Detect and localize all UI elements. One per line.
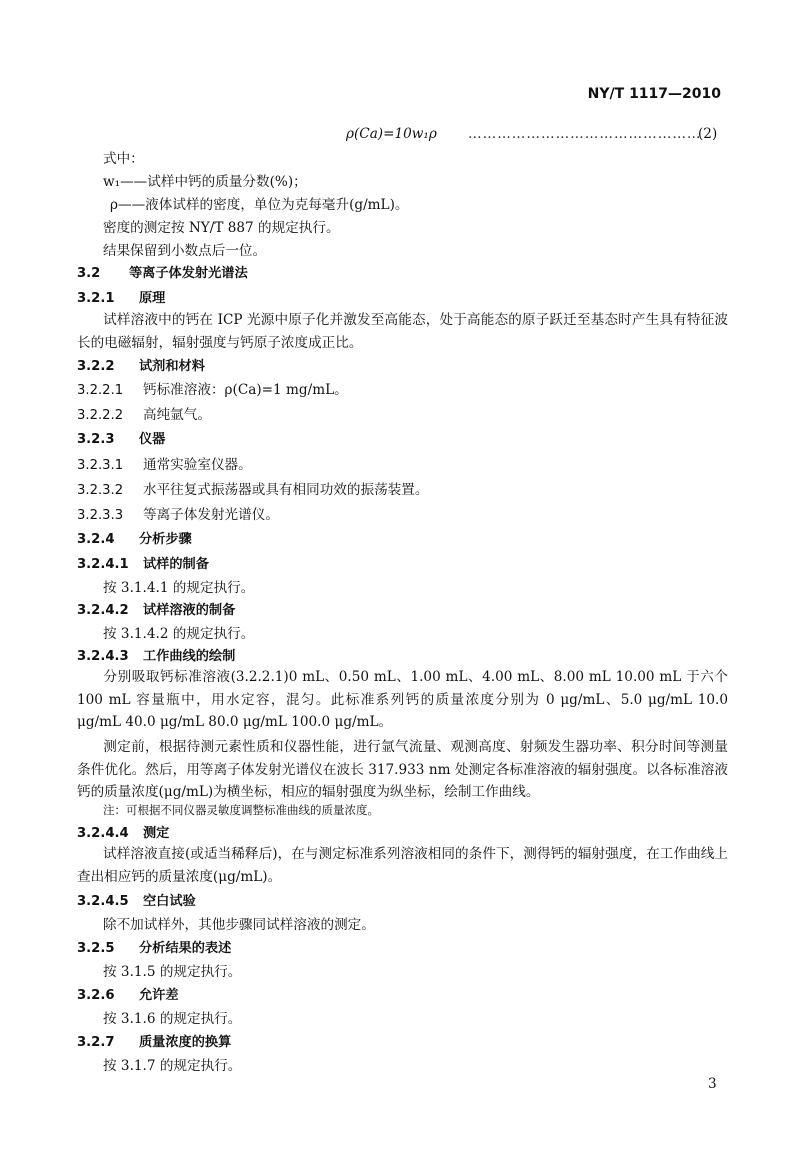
calibration-text-2: 测定前，根据待测元素性质和仪器性能，进行氩气流量、观测高度、射频发生器功率、积分时间等测量条件优化。然后，用等离子体发射光谱仪在波长 317.933 nm 处测定各标准溶液的辐射强度。以各标准溶液钙的质量浓度(μg/mL)为横坐标，相应的辐射强度为纵坐标，绘制工作曲线。 <box>77 739 728 801</box>
section-number: 3.2.4.3 <box>77 649 129 664</box>
section-number: 3.2.4.1 <box>77 557 129 572</box>
section-number: 3.2.2 <box>77 359 115 374</box>
clause-text: 等离子体发射光谱仪。 <box>143 507 279 523</box>
clause-number: 3.2.2.1 <box>77 383 124 398</box>
clause-3-2-3-1 <box>77 456 252 475</box>
clause-text-3-2-7: 按 3.1.7 的规定执行。 <box>103 1058 242 1074</box>
section-heading-3-2-4-1 <box>77 556 209 574</box>
clause-text: 高纯氩气。 <box>143 407 211 423</box>
section-heading-3-2-6 <box>77 987 179 1005</box>
page-number: 3 <box>708 1076 717 1092</box>
clause-text-3-2-5: 按 3.1.5 的规定执行。 <box>103 964 242 980</box>
formula-expression: ρ(Ca)=10w₁ρ <box>346 126 437 142</box>
section-title: 允许差 <box>139 988 179 1003</box>
section-heading-3-2-4-3 <box>77 648 235 666</box>
section-heading-3-2 <box>77 265 248 283</box>
clause-3-2-2-2 <box>77 406 211 425</box>
result-note: 结果保留到小数点后一位。 <box>103 243 267 259</box>
variable-definition-rho: ρ——液体试样的密度，单位为克每毫升(g/mL)。 <box>110 197 409 213</box>
clause-3-2-3-2 <box>77 481 428 500</box>
section-title: 质量浓度的换算 <box>139 1035 232 1050</box>
section-title: 等离子体发射光谱法 <box>129 266 248 281</box>
section-number: 3.2.6 <box>77 988 115 1003</box>
calibration-text-1: 分别吸取钙标准溶液(3.2.2.1)0 mL、0.50 mL、1.00 mL、4.00 mL、8.00 mL 10.00 mL 于六个 100 mL 容量瓶中，用水定容，混匀。此标准系列钙的质量浓度分别为 0 μg/mL、5.0 μg/mL 10.0 μg/mL 40.0 μg/mL 80.0 μg/mL 100.0 μg/mL。 <box>77 669 728 731</box>
section-heading-3-2-7 <box>77 1034 231 1052</box>
formula-number: (2) <box>698 126 718 142</box>
section-title: 原理 <box>139 291 166 306</box>
section-number: 3.2.4.2 <box>77 603 129 618</box>
section-title: 试剂和材料 <box>139 359 205 374</box>
section-number: 3.2.4.5 <box>77 894 129 909</box>
clause-text-3-2-4-1: 按 3.1.4.1 的规定执行。 <box>103 580 255 596</box>
section-title: 仪器 <box>139 432 166 447</box>
section-number: 3.2.4.4 <box>77 826 129 841</box>
section-heading-3-2-3 <box>77 431 165 449</box>
section-heading-3-2-2 <box>77 358 205 376</box>
clause-text: 通常实验室仪器。 <box>143 457 252 473</box>
principle-text: 试样溶液中的钙在 ICP 光源中原子化并激发至高能态，处于高能态的原子跃迁至基态时产生具有特征波长的电磁辐射，辐射强度与钙原子浓度成正比。 <box>77 312 728 351</box>
section-heading-3-2-5 <box>77 940 231 958</box>
clause-text-3-2-4-2: 按 3.1.4.2 的规定执行。 <box>103 626 255 642</box>
clause-number: 3.2.3.1 <box>77 458 124 473</box>
principle-paragraph <box>77 309 728 354</box>
section-heading-3-2-4-2 <box>77 602 235 620</box>
calibration-note: 注：可根据不同仪器灵敏度调整标准曲线的质量浓度。 <box>103 803 379 817</box>
measurement-paragraph <box>77 843 728 888</box>
section-title: 工作曲线的绘制 <box>143 649 236 664</box>
calibration-paragraph-2 <box>77 736 728 804</box>
clause-text: 水平往复式振荡器或具有相同功效的振荡装置。 <box>143 482 429 498</box>
section-number: 3.2.3 <box>77 432 115 447</box>
section-number: 3.2.5 <box>77 941 115 956</box>
measurement-text: 试样溶液直接(或适当稀释后)，在与测定标准系列溶液相同的条件下，测得钙的辐射强度，在工作曲线上查出相应钙的质量浓度(μg/mL)。 <box>77 846 728 885</box>
clause-3-2-2-1 <box>77 381 348 400</box>
section-title: 试样的制备 <box>143 557 209 572</box>
section-heading-3-2-4-5 <box>77 893 196 911</box>
clause-text-3-2-4-5: 除不加试样外，其他步骤同试样溶液的测定。 <box>103 917 375 933</box>
section-title: 分析结果的表述 <box>139 941 232 956</box>
section-number: 3.2 <box>77 266 101 281</box>
section-heading-3-2-4-4 <box>77 825 169 843</box>
clause-text-3-2-6: 按 3.1.6 的规定执行。 <box>103 1011 242 1027</box>
section-title: 测定 <box>143 826 170 841</box>
clause-number: 3.2.3.3 <box>77 508 124 523</box>
section-title: 分析步骤 <box>139 532 192 547</box>
clause-text: 钙标准溶液：ρ(Ca)=1 mg/mL。 <box>143 382 348 398</box>
clause-number: 3.2.3.2 <box>77 483 124 498</box>
calibration-paragraph-1 <box>77 666 728 734</box>
section-number: 3.2.7 <box>77 1035 115 1050</box>
formula-leader-dots: ………………………………………… <box>468 126 702 142</box>
clause-3-2-3-3 <box>77 506 279 525</box>
section-heading-3-2-1 <box>77 290 165 308</box>
section-heading-3-2-4 <box>77 531 192 549</box>
document-number: NY/T 1117—2010 <box>587 86 721 102</box>
section-title: 空白试验 <box>143 894 196 909</box>
density-note: 密度的测定按 NY/T 887 的规定执行。 <box>103 220 340 236</box>
variable-definition-w1: w₁——试样中钙的质量分数(%)； <box>103 174 307 190</box>
section-number: 3.2.1 <box>77 291 115 306</box>
clause-number: 3.2.2.2 <box>77 408 124 423</box>
section-title: 试样溶液的制备 <box>143 603 236 618</box>
section-number: 3.2.4 <box>77 532 115 547</box>
where-label: 式中： <box>103 151 144 167</box>
